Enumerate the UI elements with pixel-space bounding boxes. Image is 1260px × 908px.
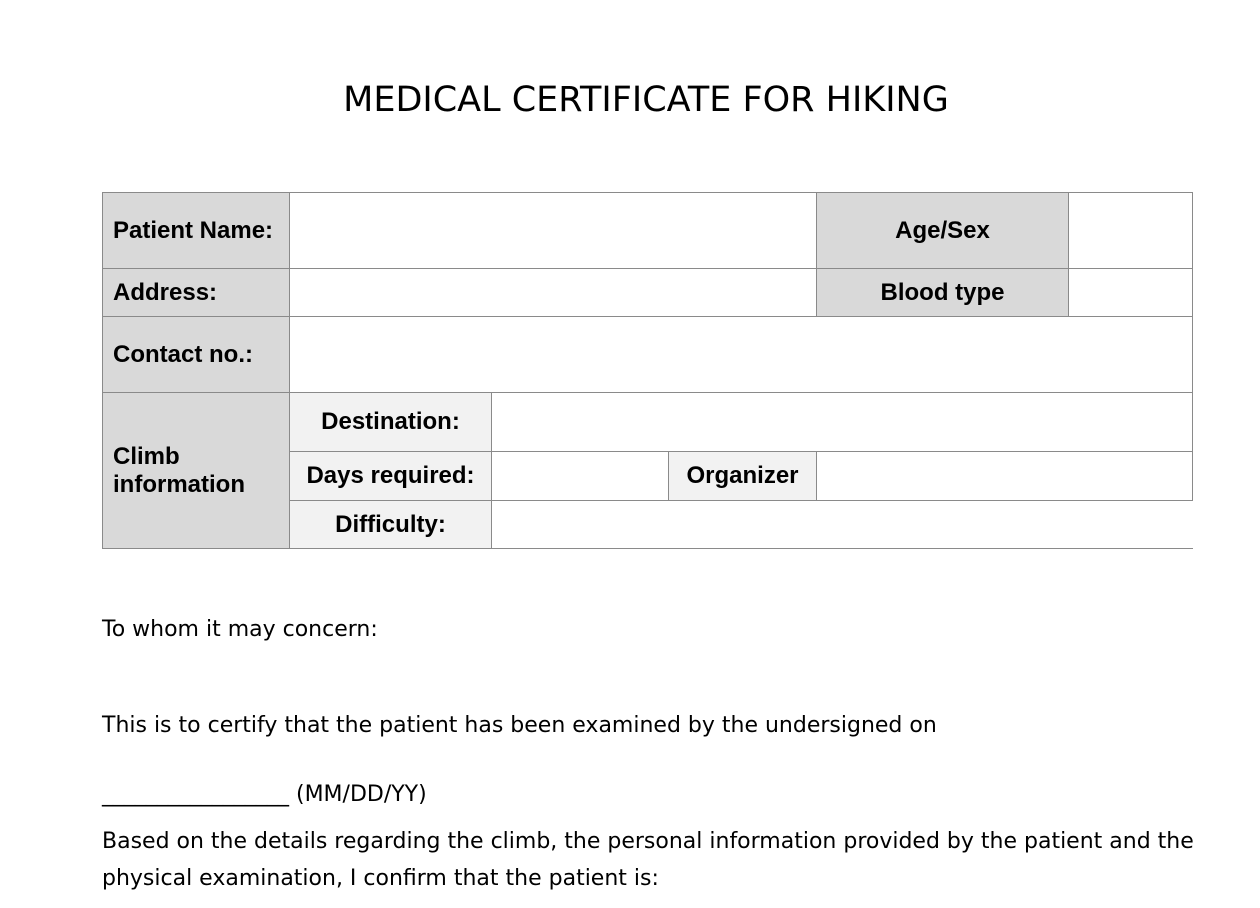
patient-name-label: Patient Name: xyxy=(103,193,290,269)
exam-date-line[interactable]: _________________ (MM/DD/YY) xyxy=(102,782,427,807)
address-row xyxy=(103,269,1193,317)
contact-row xyxy=(103,317,1193,393)
address-field[interactable] xyxy=(290,269,817,317)
certify-text: This is to certify that the patient has been examined by the undersigned on xyxy=(102,713,937,738)
destination-field[interactable] xyxy=(492,393,1193,452)
blood-type-field[interactable] xyxy=(1069,269,1193,317)
blood-type-label: Blood type xyxy=(817,269,1069,317)
patient-name-row xyxy=(103,193,1193,269)
organizer-field[interactable] xyxy=(817,452,1193,501)
address-label: Address: xyxy=(103,269,290,317)
patient-name-field[interactable] xyxy=(290,193,817,269)
age-sex-field[interactable] xyxy=(1069,193,1193,269)
difficulty-label: Difficulty: xyxy=(290,501,492,549)
confirmation-text: Based on the details regarding the climb, the personal information provided by the patient and the physical examination, I confirm that the patient is: xyxy=(102,829,1194,891)
difficulty-field[interactable] xyxy=(492,501,1193,549)
age-sex-label: Age/Sex xyxy=(817,193,1069,269)
days-required-label: Days required: xyxy=(290,452,492,501)
greeting-text: To whom it may concern: xyxy=(102,617,378,642)
destination-label: Destination: xyxy=(290,393,492,452)
contact-field[interactable] xyxy=(290,317,1193,393)
destination-row xyxy=(103,393,1193,452)
patient-info-table xyxy=(102,192,1193,549)
document-title: MEDICAL CERTIFICATE FOR HIKING xyxy=(343,80,949,120)
climb-info-label: Climb information xyxy=(103,393,290,549)
contact-label: Contact no.: xyxy=(103,317,290,393)
days-required-field[interactable] xyxy=(492,452,669,501)
organizer-label: Organizer xyxy=(669,452,817,501)
